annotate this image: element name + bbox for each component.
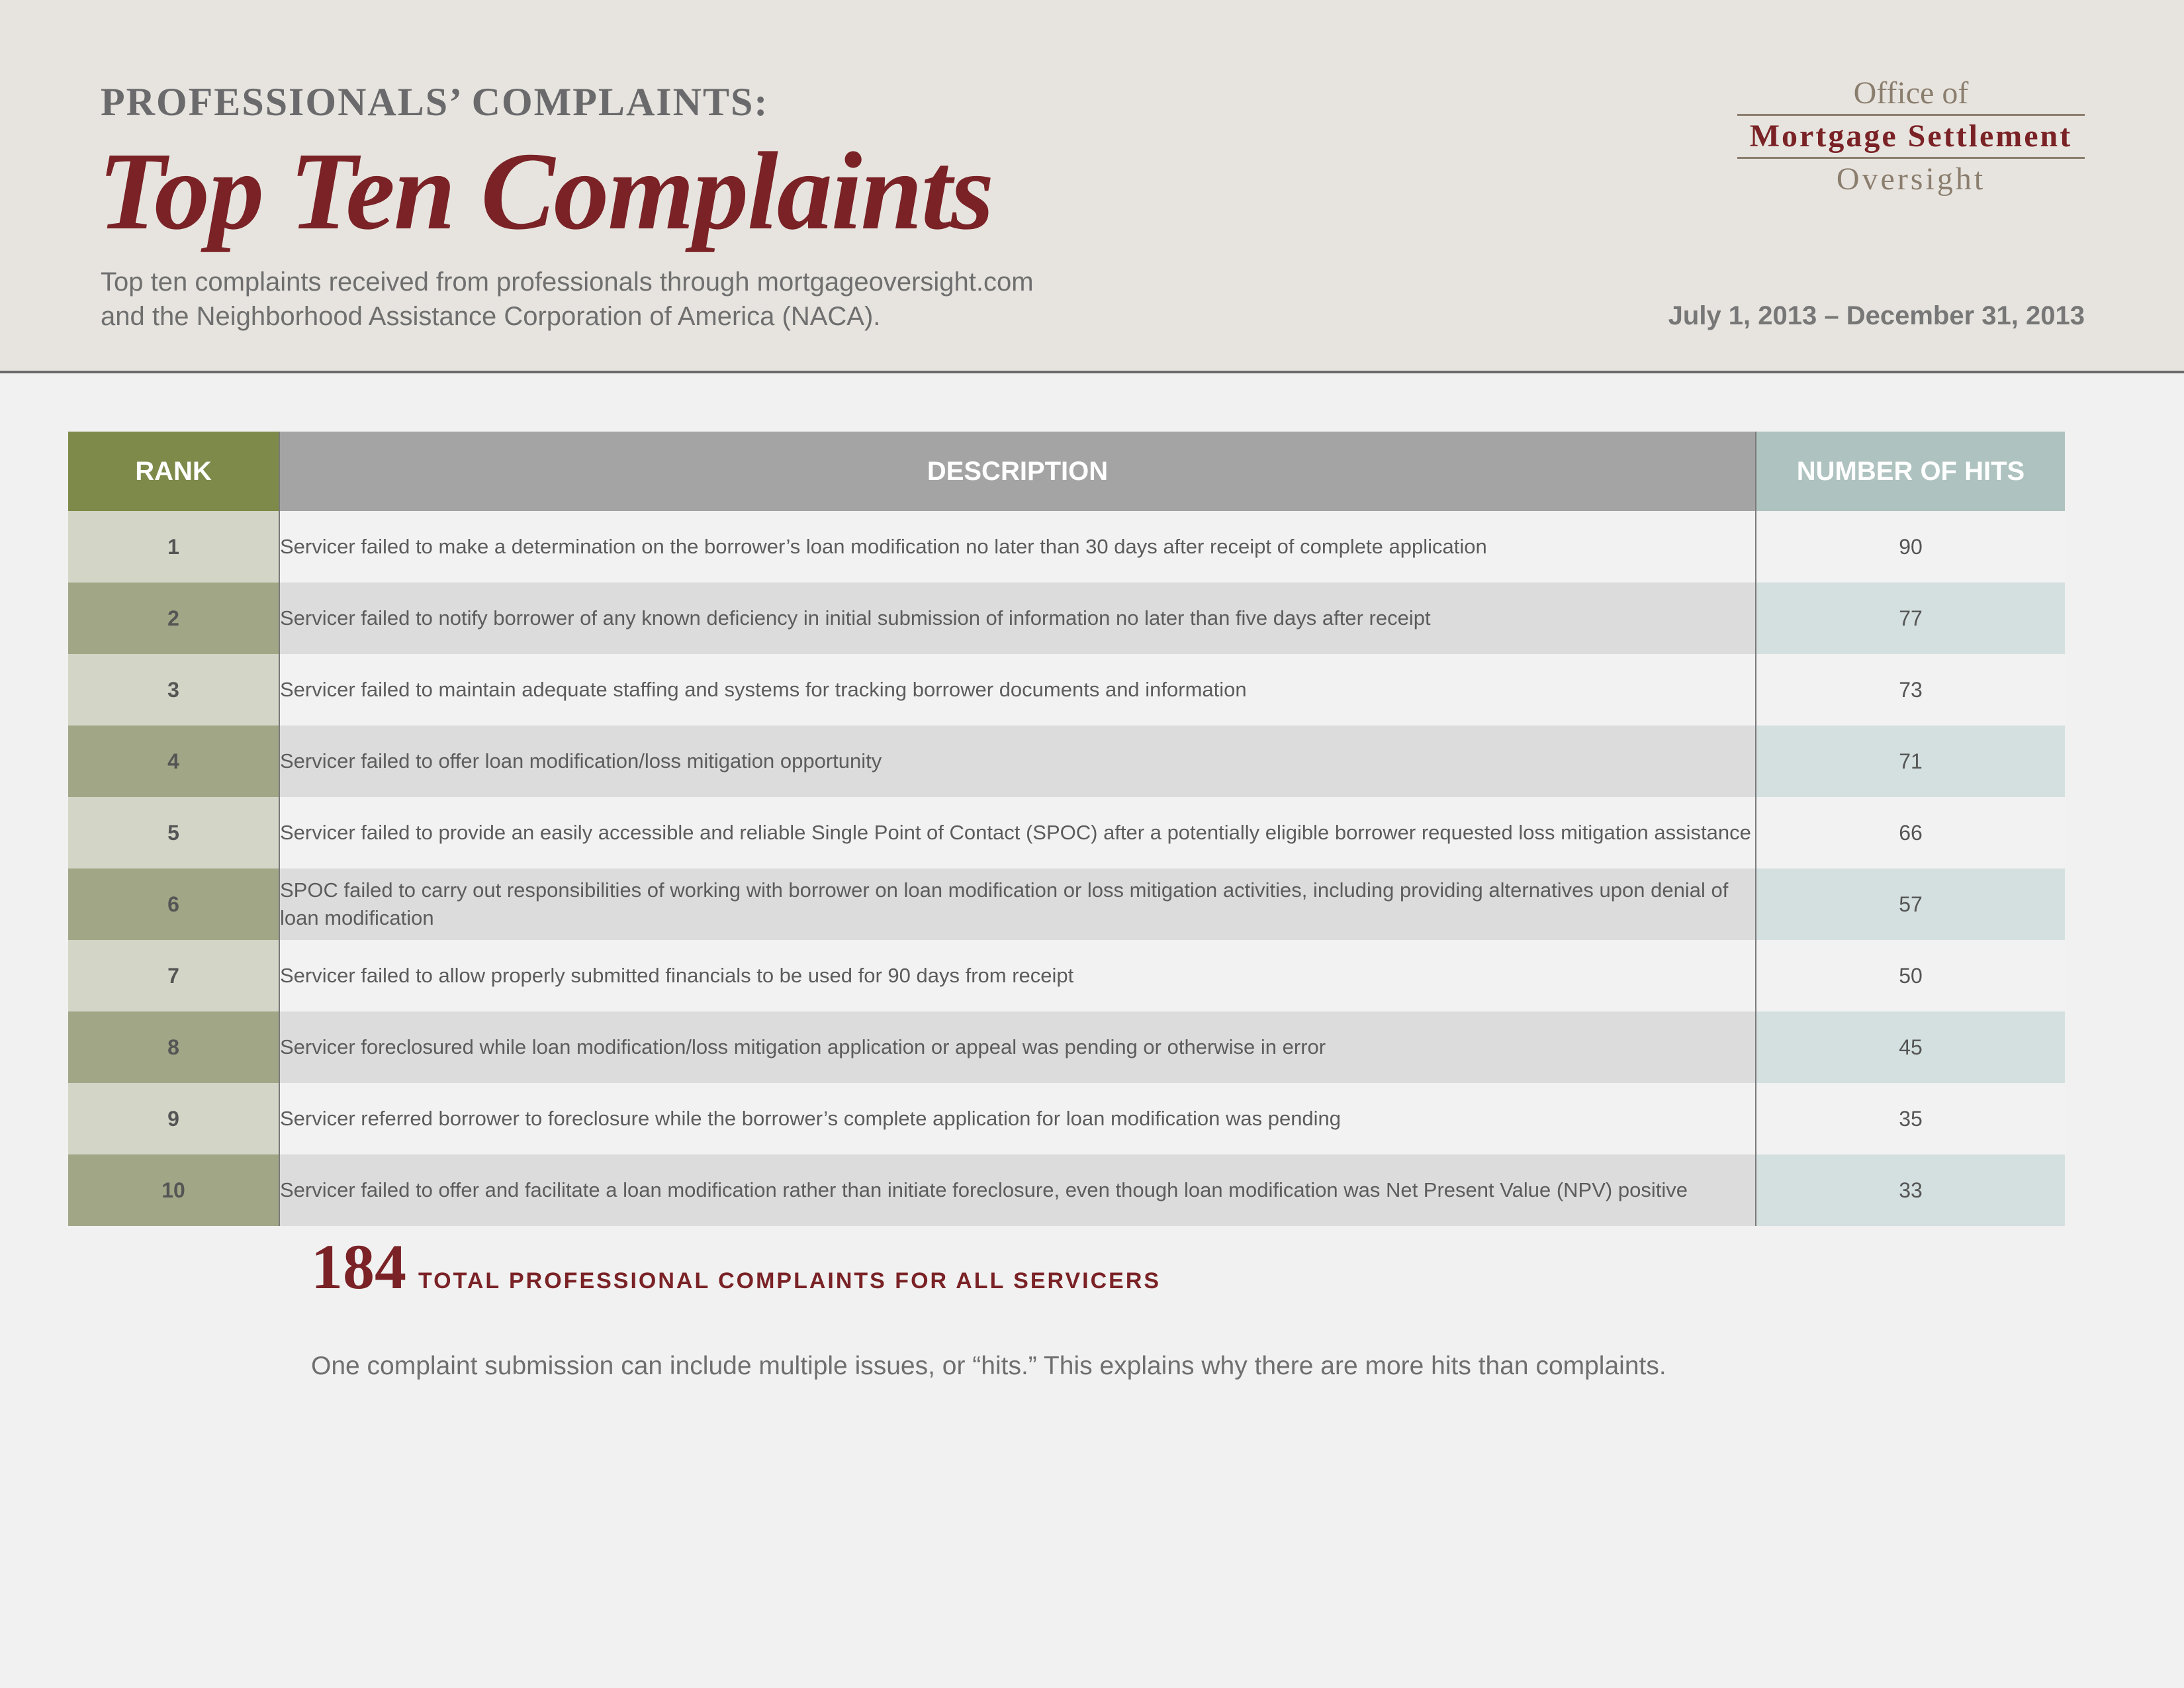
hits-cell: 33: [1756, 1154, 2065, 1226]
hits-cell: 50: [1756, 940, 2065, 1011]
rank-cell: 4: [68, 726, 279, 797]
total-label: TOTAL PROFESSIONAL COMPLAINTS FOR ALL SERVICERS: [418, 1268, 1161, 1293]
table-header-row: [68, 432, 2065, 511]
rank-cell: 10: [68, 1154, 279, 1226]
description-cell: Servicer failed to notify borrower of any known deficiency in initial submission of information no later than five days after receipt: [279, 583, 1756, 654]
hits-cell: 77: [1756, 583, 2065, 654]
hits-cell: 57: [1756, 868, 2065, 940]
description-cell: Servicer referred borrower to foreclosure while the borrower’s complete application for loan modification was pending: [279, 1083, 1756, 1154]
table-row: [68, 1154, 2065, 1226]
hits-cell: 90: [1756, 511, 2065, 583]
table-row: [68, 726, 2065, 797]
hits-column-header: NUMBER OF HITS: [1756, 432, 2065, 511]
table-row: [68, 1083, 2065, 1154]
total-complaints: [311, 1230, 1161, 1303]
subtitle-line-1: Top ten complaints received from professionals through mortgageoversight.com: [101, 267, 1034, 297]
table-row: [68, 940, 2065, 1011]
complaints-table: [68, 432, 2065, 1226]
date-range: July 1, 2013 – December 31, 2013: [1668, 301, 2085, 330]
rank-cell: 5: [68, 797, 279, 868]
rank-cell: 8: [68, 1011, 279, 1083]
page-subtitle: [101, 265, 1226, 334]
table-row: [68, 583, 2065, 654]
oversight-logo: [1737, 73, 2085, 200]
subtitle-line-2: and the Neighborhood Assistance Corporation of America (NACA).: [101, 302, 881, 331]
hits-cell: 45: [1756, 1011, 2065, 1083]
logo-line-3: Oversight: [1836, 162, 1986, 197]
rank-cell: 6: [68, 868, 279, 940]
description-cell: Servicer failed to offer and facilitate a loan modification rather than initiate foreclosure, even though loan modification was Net Present Value (NPV) positive: [279, 1154, 1756, 1226]
page-header: [0, 0, 2184, 373]
total-number: 184: [311, 1231, 406, 1302]
table-row: [68, 868, 2065, 940]
rank-column-header: RANK: [68, 432, 279, 511]
description-cell: SPOC failed to carry out responsibilities of working with borrower on loan modification or loss mitigation activities, including providing alternatives upon denial of loan modification: [279, 868, 1756, 940]
description-cell: Servicer failed to provide an easily accessible and reliable Single Point of Contact (SPOC) after a potentially eligible borrower requested loss mitigation assistance: [279, 797, 1756, 868]
footnote: One complaint submission can include multiple issues, or “hits.” This explains why there are more hits than complaints.: [311, 1352, 1666, 1380]
hits-cell: 66: [1756, 797, 2065, 868]
table-row: [68, 797, 2065, 868]
rank-cell: 7: [68, 940, 279, 1011]
logo-line-2: Mortgage Settlement: [1737, 116, 2085, 159]
table-row: [68, 654, 2065, 726]
page-kicker: PROFESSIONALS’ COMPLAINTS:: [101, 80, 769, 124]
logo-line-1: Office of: [1737, 73, 2085, 116]
hits-cell: 73: [1756, 654, 2065, 726]
rank-cell: 1: [68, 511, 279, 583]
rank-cell: 2: [68, 583, 279, 654]
table-row: [68, 511, 2065, 583]
hits-cell: 35: [1756, 1083, 2065, 1154]
description-cell: Servicer failed to maintain adequate staffing and systems for tracking borrower documents and information: [279, 654, 1756, 726]
rank-cell: 9: [68, 1083, 279, 1154]
rank-cell: 3: [68, 654, 279, 726]
description-column-header: DESCRIPTION: [279, 432, 1756, 511]
description-cell: Servicer failed to make a determination on the borrower’s loan modification no later than 30 days after receipt of complete application: [279, 511, 1756, 583]
hits-cell: 71: [1756, 726, 2065, 797]
description-cell: Servicer failed to offer loan modification/loss mitigation opportunity: [279, 726, 1756, 797]
table-row: [68, 1011, 2065, 1083]
page-title: Top Ten Complaints: [98, 130, 993, 253]
description-cell: Servicer failed to allow properly submitted financials to be used for 90 days from receipt: [279, 940, 1756, 1011]
description-cell: Servicer foreclosured while loan modification/loss mitigation application or appeal was pending or otherwise in error: [279, 1011, 1756, 1083]
